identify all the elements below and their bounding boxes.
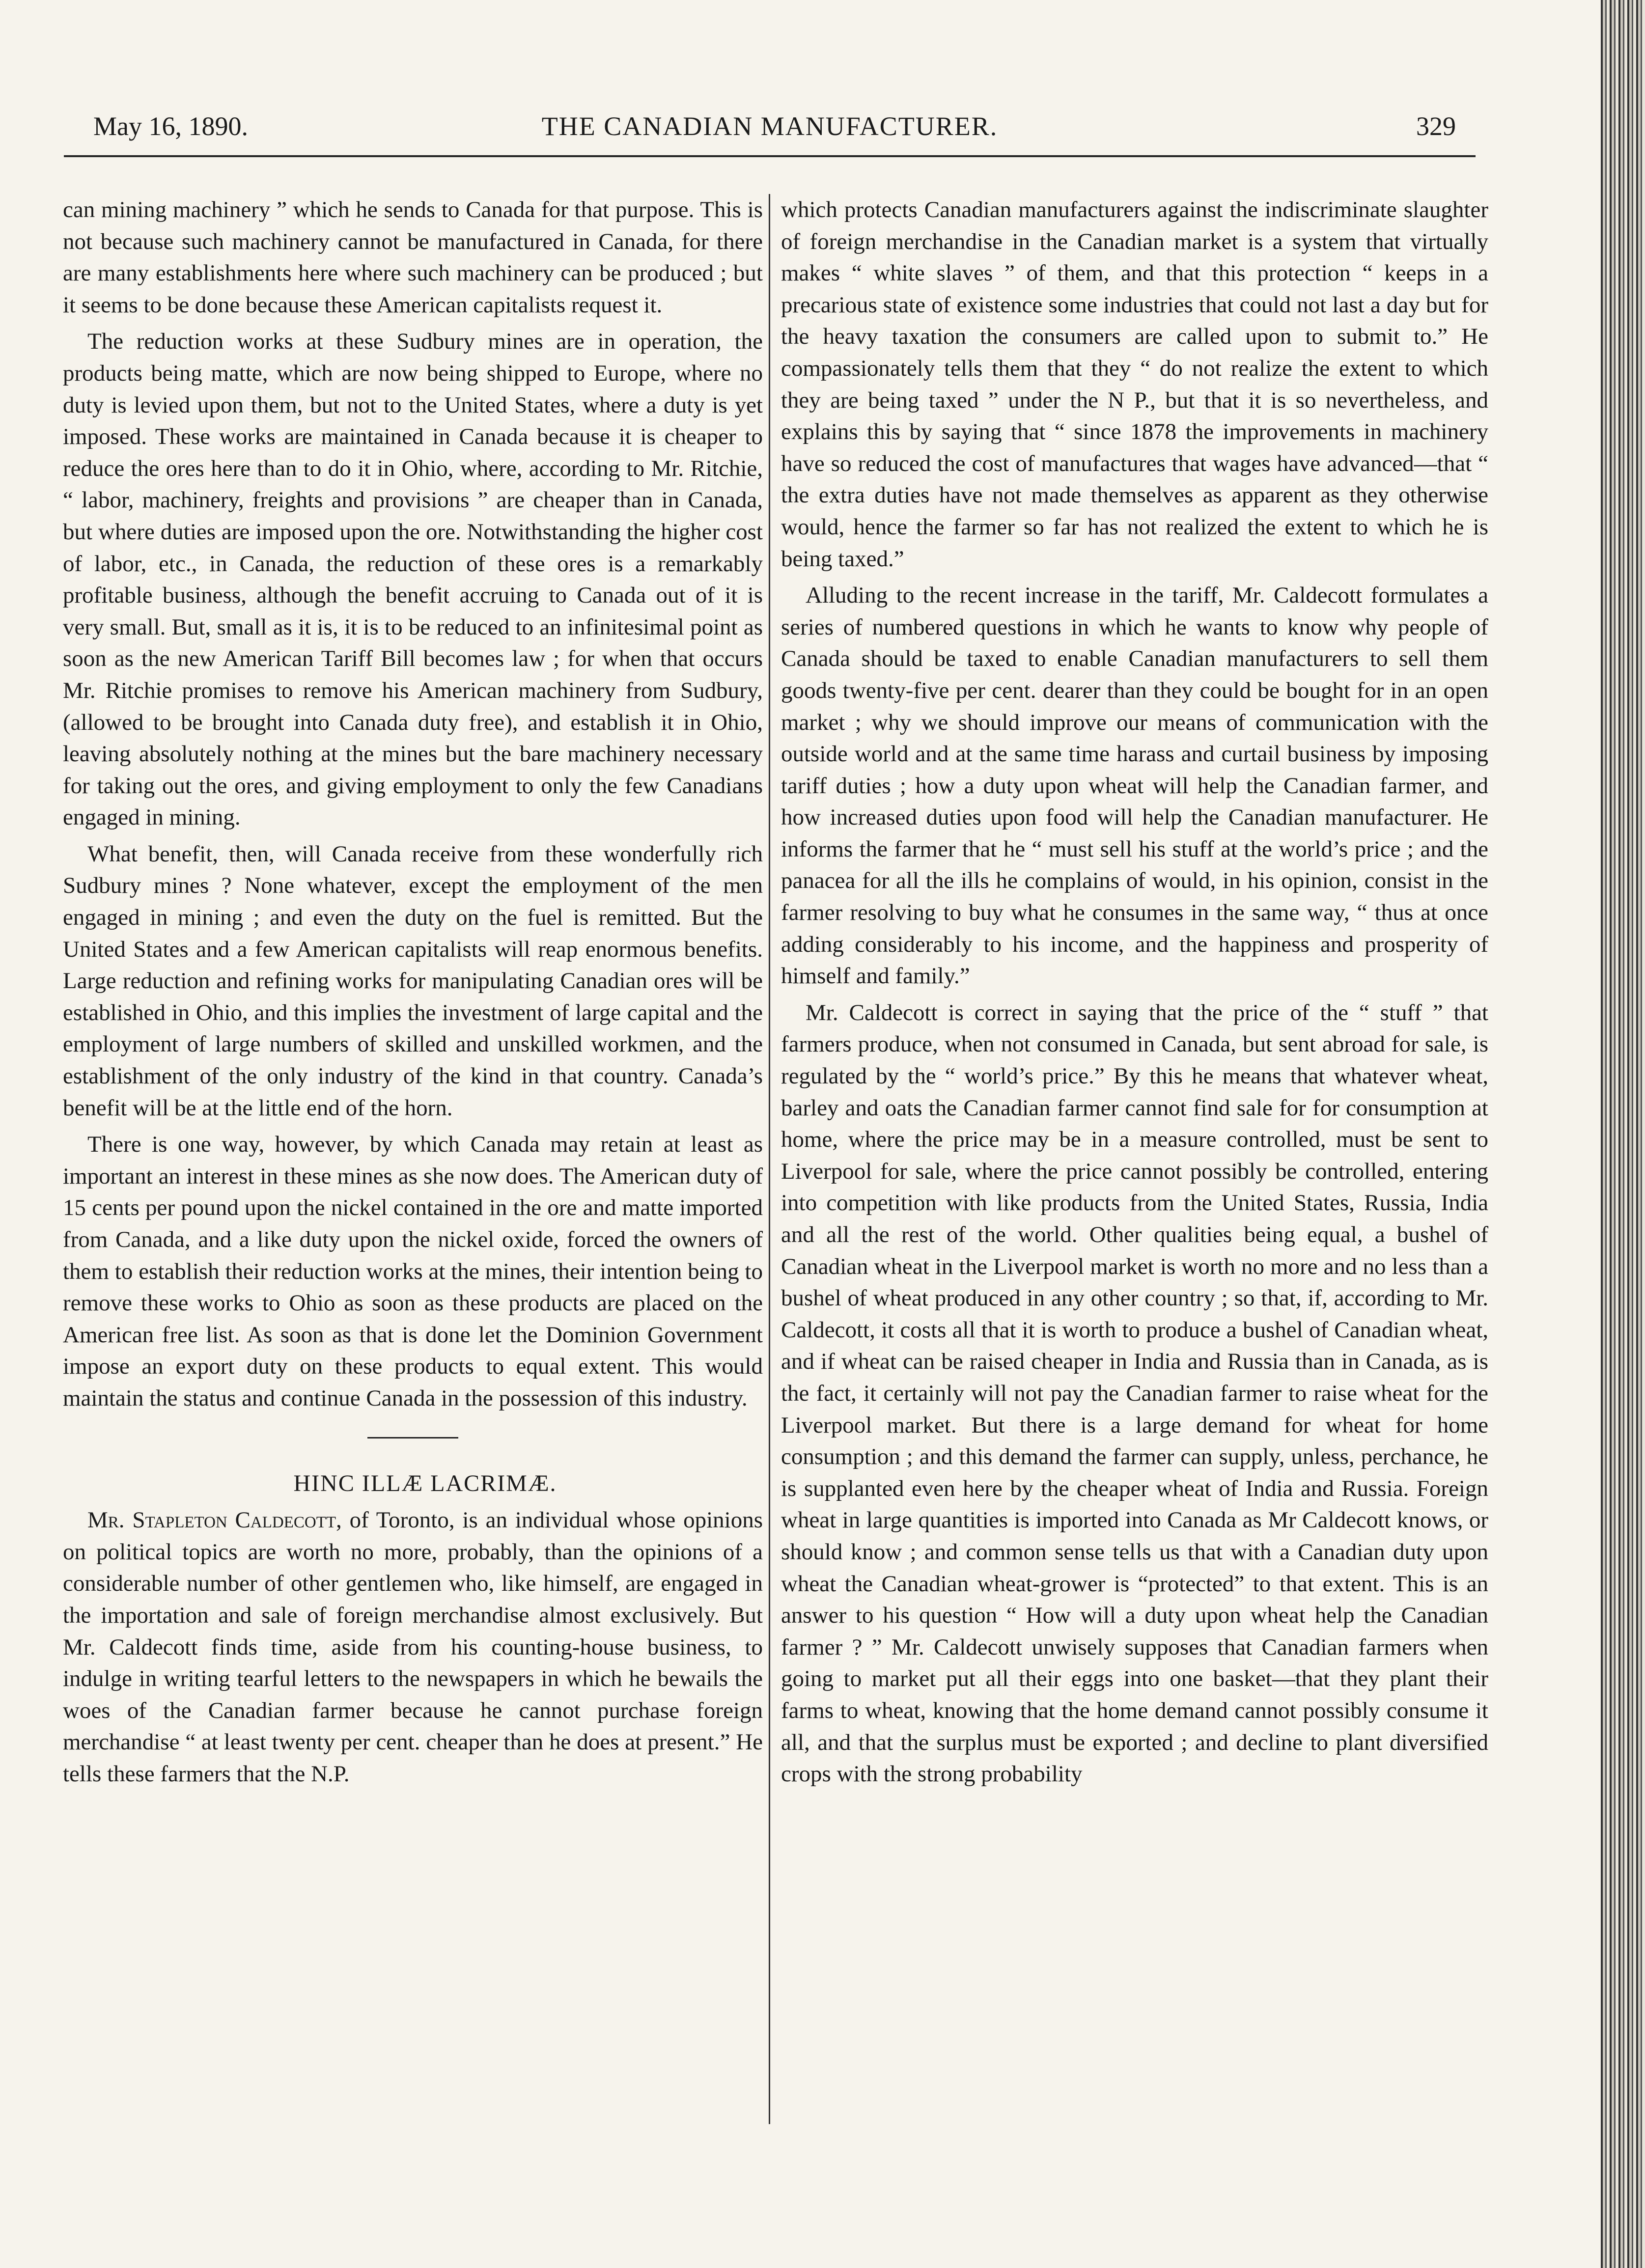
right-column <box>781 194 1488 1795</box>
section-rule <box>367 1437 458 1438</box>
paragraph: The reduction works at these Sudbury mines are in operation, the products being matte, which are now being shipped to Europe, where no duty is levied upon them, but not to the United States, where a duty is yet imposed. These works are maintained in Canada because it is cheaper to reduce the ores here than to do it in Ohio, where, according to Mr. Ritchie, “ labor, machinery, freights and provisions ” are cheaper than in Canada, but where duties are imposed upon the ore. Notwithstanding the higher cost of labor, etc., in Canada, the reduction of these ores is a remarkably profitable business, although the benefit accruing to Canada out of it is very small. But, small as it is, it is to be reduced to an infinitesimal point as soon as the new American Tariff Bill becomes law ; for when that occurs Mr. Ritchie promises to remove his American machinery from Sudbury, (allowed to be brought into Canada duty free), and establish it in Ohio, leaving absolutely nothing at the mines but the bare machinery necessary for taking out the ores, and giving employment to only the few Canadians engaged in mining. <box>63 329 763 830</box>
running-header <box>64 111 1476 157</box>
paragraph: What benefit, then, will Canada receive from these wonderfully rich Sudbury mines ? None whatever, except the employment of the men engaged in mining ; and even the duty on the fuel is remitted. But the United States and a few American capitalists will reap enormous benefits. Large reduction and refining works for manipulating Canadian ores will be established in Ohio, and this implies the investment of large capital and the employment of large numbers of skilled and unskilled workmen, and the establishment of the only industry of the kind in that country. Canada’s benefit will be at the little end of the horn. <box>63 841 763 1121</box>
publication-title: THE CANADIAN MANUFACTURER. <box>541 111 998 141</box>
paragraph: Alluding to the recent increase in the tariff, Mr. Caldecott formulates a series of numbered questions in which he wants to know why people of Canada should be taxed to enable Canadian manufacturers to sell them goods twenty-five per cent. dearer than they could be bought for in an open market ; why we should improve our means of communication with the outside world and at the same time harass and curtail business by imposing tariff duties ; how a duty upon wheat will help the Canadian farmer, and how increased duties upon food will help the Canadian manufacturer. He informs the farmer that he “ must sell his stuff at the world’s price ; and the panacea for all the ills he complains of would, in his opinion, consist in the farmer resolving to buy what he consumes in the same way, “ thus at once adding considerably to his income, and the happiness and prosperity of himself and family.” <box>781 582 1488 989</box>
paragraph: Mr. Caldecott is correct in saying that the price of the “ stuff ” that farmers produce, when not consumed in Canada, but sent abroad for sale, is regulated by the “ world’s price.” By this he means that whatever wheat, barley and oats the Canadian farmer cannot find sale for for consumption at home, where the price may be in a measure controlled, must be sent to Liverpool for sale, where the price cannot possibly be controlled, entering into competition with like products from the United States, Russia, India and all the rest of the world. Other qualities being equal, a bushel of Canadian wheat in the Liverpool market is worth no more and no less than a bushel of wheat produced in any other country ; so that, if, according to Mr. Caldecott, it costs all that it is worth to produce a bushel of Canadian wheat, and if wheat can be raised cheaper in India and Russia than in Canada, as is the fact, it certainly will not pay the Canadian farmer to raise wheat for the Liverpool market. But there is a large demand for wheat for home consumption ; and this demand the farmer can supply, unless, perchance, he is supplanted even here by the cheaper wheat of India and Russia. Foreign wheat in large quantities is imported into Canada as Mr Caldecott knows, or should know ; and common sense tells us that with a Canadian duty upon wheat the Canadian wheat-grower is “protected” to that extent. This is an answer to his question “ How will a duty upon wheat help the Canadian farmer ? ” Mr. Caldecott unwisely supposes that Canadian farmers when going to market put all their eggs into one basket—that they plant their farms to wheat, knowing that the home demand cannot possibly consume it all, and that the surplus must be exported ; and decline to plant diversified crops with the strong probability <box>781 999 1488 1787</box>
page-edge <box>1601 0 1645 2268</box>
paragraph <box>63 1504 763 1790</box>
paragraph-text: of Toronto, is an individual whose opinions on political topics are worth no more, probably, than the opinions of a considerable number of other gentlemen who, like himself, are engaged in the importation and sale of foreign merchandise almost exclusively. But Mr. Caldecott finds time, aside from his counting-house business, to indulge in writing tearful letters to the newspapers in which he bewails the woes of the Canadian farmer because he cannot purchase foreign merchandise “ at least twenty per cent. cheaper than he does at present.” He tells these farmers that the N.P. <box>63 1507 763 1787</box>
paragraph: which protects Canadian manufacturers against the indiscriminate slaughter of foreign merchandise in the Canadian market is a system that virtually makes “ white slaves ” of them, and that this protection “ keeps in a precarious state of existence some industries that could not last a day but for the heavy taxation the consumers are called upon to submit to.” He compassionately tells them that they “ do not realize the extent to which they are being taxed ” under the N P., but that it is so nevertheless, and explains this by saying that “ since 1878 the improvements in machinery have so reduced the cost of manufactures that wages have advanced—that “ the extra duties have not made themselves as apparent as they otherwise would, hence the farmer so far has not realized the extent to which he is being taxed.” <box>781 197 1488 572</box>
author-name: Mr. Stapleton Caldecott, <box>87 1507 342 1533</box>
paragraph: There is one way, however, by which Canada may retain at least as important an interest in these mines as she now does. The American duty of 15 cents per pound upon the nickel contained in the ore and matte imported from Canada, and a like duty upon the nickel oxide, forced the owners of them to establish their reduction works at the mines, their intention being to remove these works to Ohio as soon as these products are placed on the American free list. As soon as that is done let the Dominion Government impose an export duty on these products to equal extent. This would maintain the status and continue Canada in the possession of this industry. <box>63 1132 763 1411</box>
page-number: 329 <box>1416 111 1456 141</box>
article-heading: HINC ILLÆ LACRIMÆ. <box>293 1470 557 1496</box>
header-date: May 16, 1890. <box>93 111 248 141</box>
paragraph: can mining machinery ” which he sends to Canada for that purpose. This is not because such machinery cannot be manufactured in Canada, for there are many establishments here where such machinery can be produced ; but it seems to be done because these American capitalists request it. <box>63 197 763 318</box>
left-column <box>63 194 763 1795</box>
column-divider <box>769 194 770 2124</box>
